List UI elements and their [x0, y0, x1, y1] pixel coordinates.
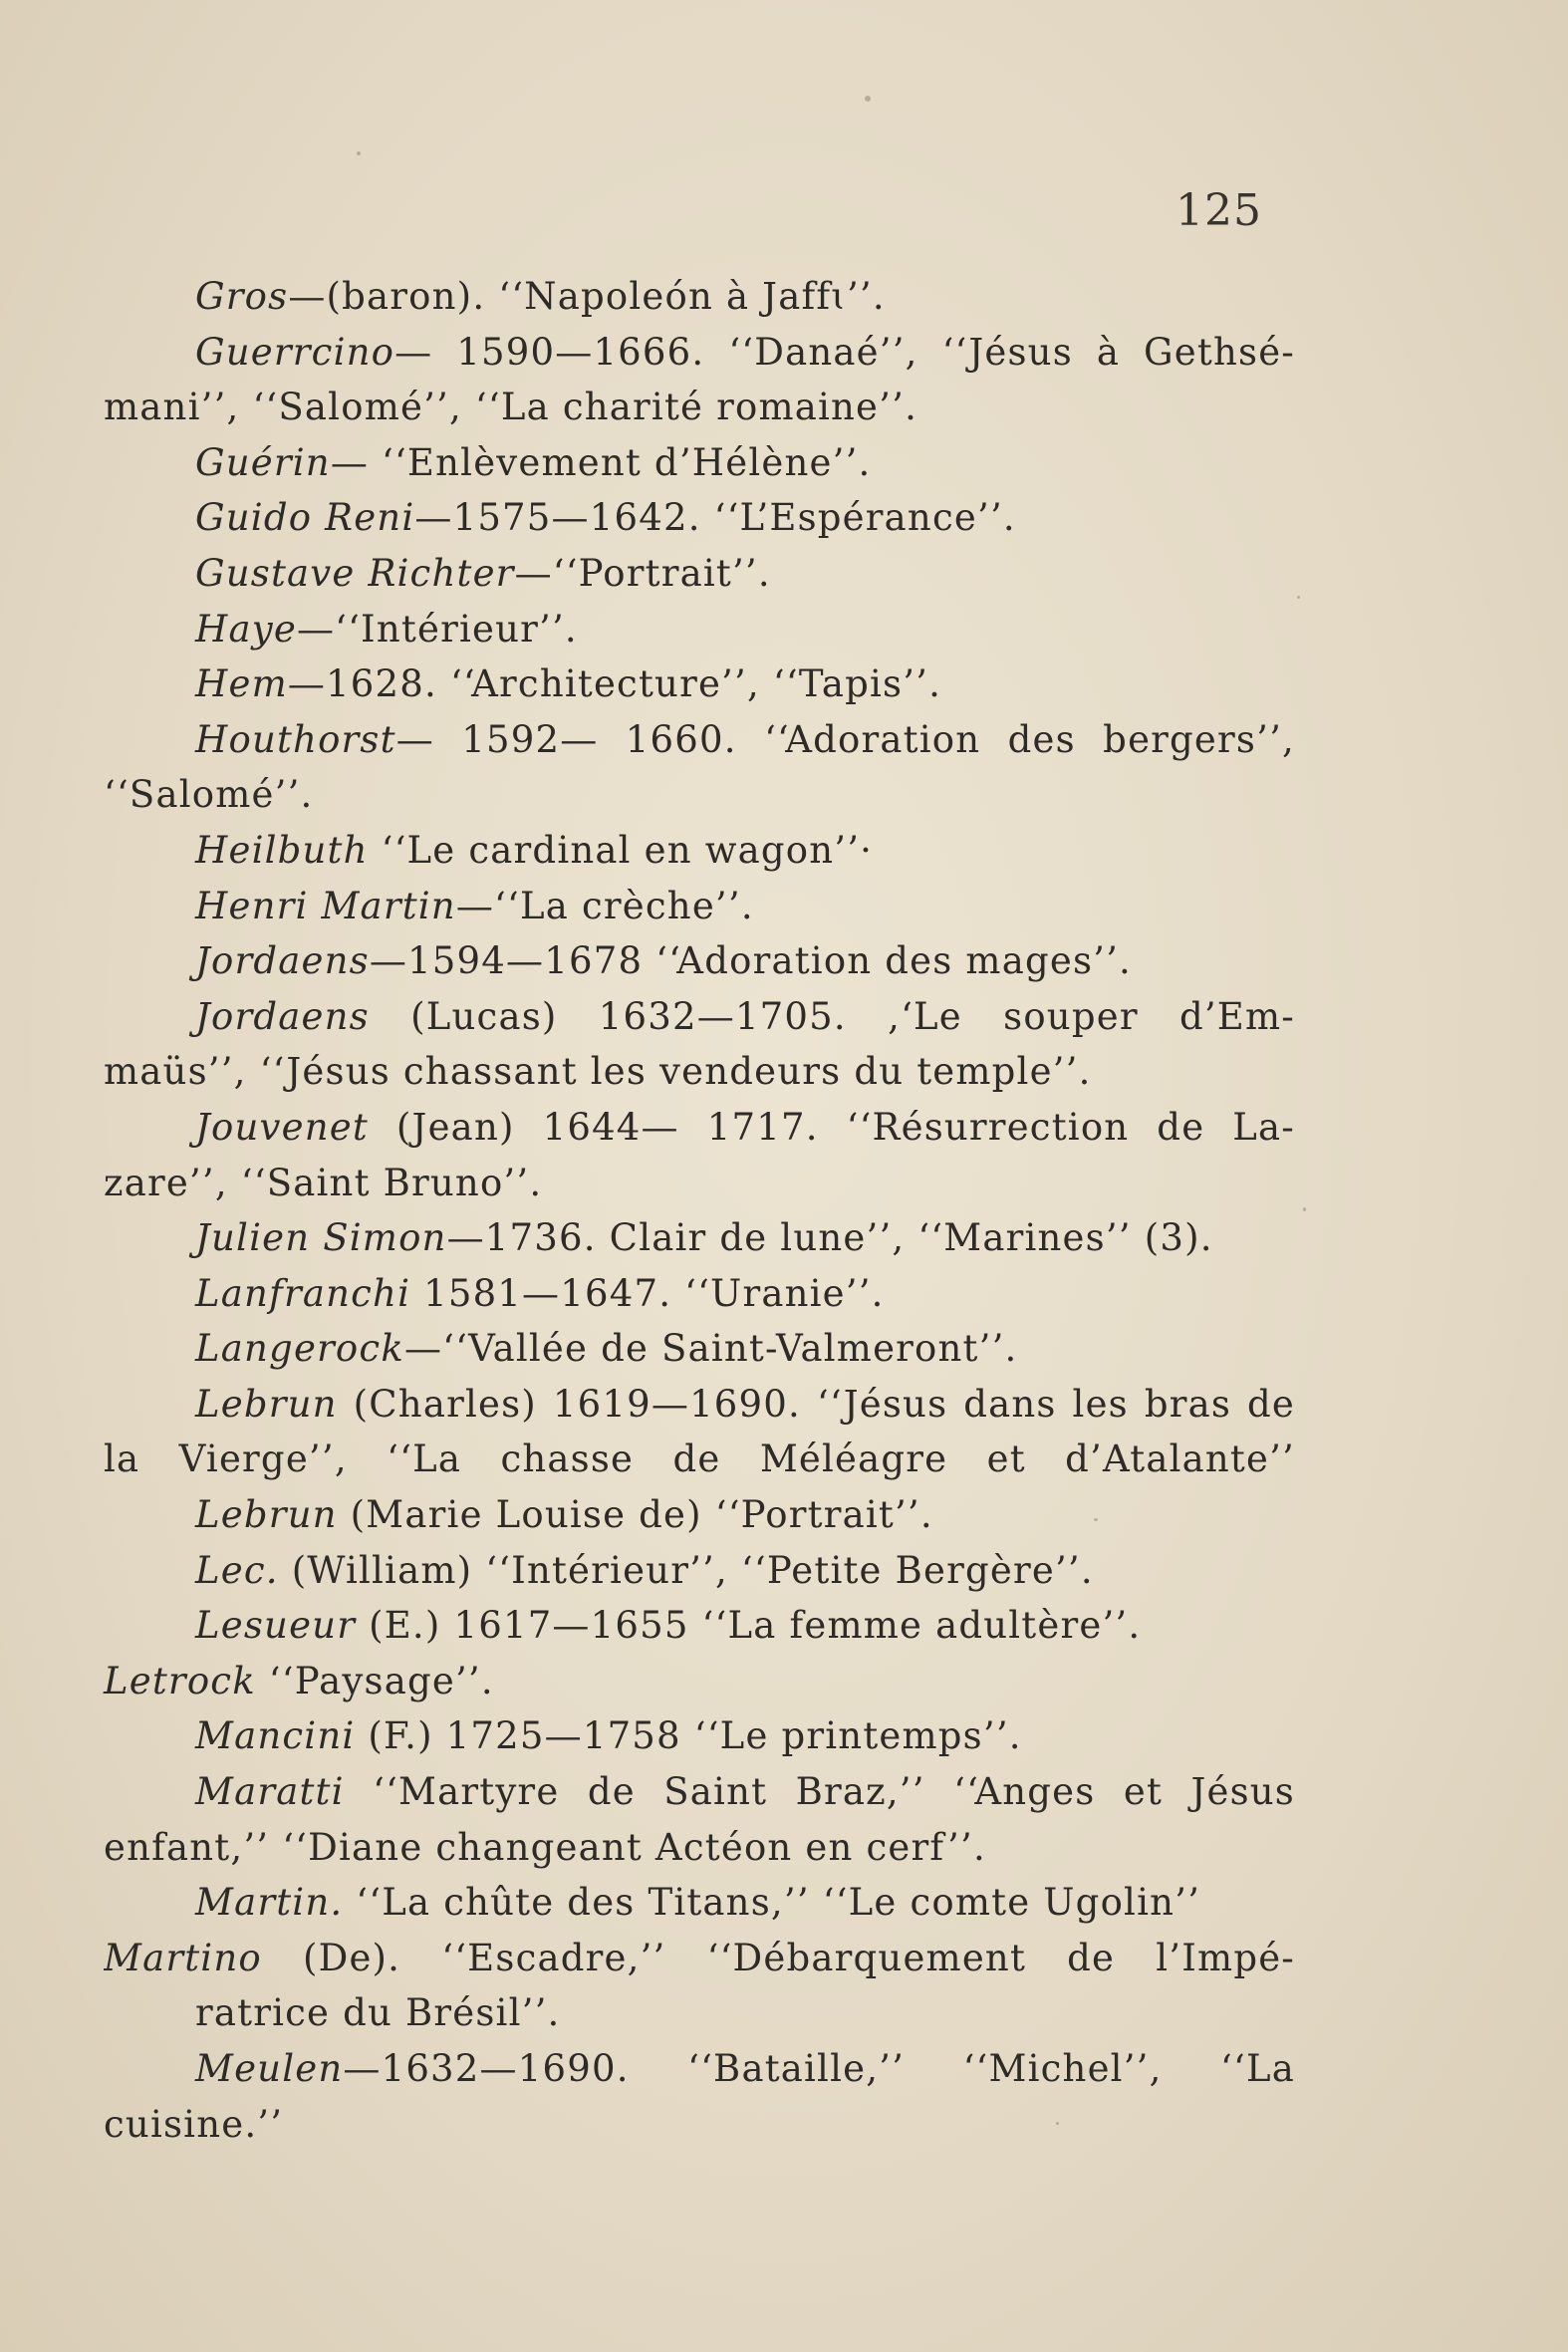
artist-name: Gustave Richter — [195, 551, 515, 595]
text-line — [104, 1543, 1295, 1599]
text-line — [104, 1931, 1295, 1986]
artist-name: Houthorst — [195, 717, 396, 761]
artist-name: Gros — [195, 275, 289, 318]
text-line — [104, 1432, 1295, 1487]
text-line — [104, 325, 1295, 381]
artist-name: Meulen — [195, 2047, 344, 2090]
text-line — [104, 1100, 1295, 1156]
text-line — [104, 2097, 1295, 2153]
text-line — [104, 490, 1295, 546]
text-line — [104, 1044, 1295, 1100]
text-line — [104, 823, 1295, 879]
text-line — [104, 1156, 1295, 1211]
text-line — [104, 2041, 1295, 2097]
artist-name: Guerrcino — [195, 330, 395, 374]
text-line — [104, 1820, 1295, 1876]
entry-text: (William) ‘‘Intérieur’’, ‘‘Petite Bergère’’. — [278, 1548, 1094, 1592]
entry-text: —‘‘Intérieur’’. — [296, 607, 578, 651]
artist-name: Jouvenet — [195, 1105, 369, 1149]
artist-name: Jordaens — [195, 939, 370, 983]
entry-text: cuisine.’’ — [104, 2102, 284, 2146]
artist-name: Heilbuth — [195, 828, 369, 872]
entry-text: mani’’, ‘‘Salomé’’, ‘‘La charité romaine’’. — [104, 386, 918, 429]
entry-text: enfant,’’ ‘‘Diane changeant Actéon en cerf’’. — [104, 1825, 986, 1869]
text-line — [104, 602, 1295, 657]
text-line — [104, 767, 1295, 823]
entry-text: ‘‘Salomé’’. — [104, 773, 314, 817]
artist-name: Langerock — [195, 1327, 404, 1371]
entry-text: zare’’, ‘‘Saint Bruno’’. — [104, 1161, 543, 1204]
artist-name: Julien Simon — [195, 1216, 447, 1260]
artist-name: Martin. — [195, 1881, 344, 1925]
text-line — [104, 1875, 1295, 1931]
entry-text: (F.) 1725—1758 ‘‘Le printemps’’. — [355, 1714, 1022, 1758]
entry-text: —‘‘La crèche’’. — [455, 884, 754, 927]
artist-name: Maratti — [195, 1770, 345, 1814]
entry-text: ‘‘La chûte des Titans,’’ ‘‘Le comte Ugolin’’ — [343, 1881, 1201, 1925]
artist-name: Lec. — [195, 1548, 279, 1592]
text-line — [104, 989, 1295, 1045]
entry-text: ‘‘Martyre de Saint Braz,’’ ‘‘Anges et Jésus — [344, 1770, 1295, 1814]
artist-name: Haye — [195, 607, 297, 651]
entry-text: ‘‘Paysage’’. — [255, 1659, 494, 1702]
artist-name: Guérin — [195, 440, 331, 484]
entry-text: —1575—1642. ‘‘L’Espérance’’. — [414, 496, 1016, 540]
entry-text: (Charles) 1619—1690. ‘‘Jésus dans les bras de — [337, 1382, 1295, 1426]
text-line — [104, 1266, 1295, 1322]
entry-text: — 1592— 1660. ‘‘Adoration des bergers’’, — [395, 717, 1295, 761]
entry-text: (Lucas) 1632—1705. ,‘Le souper d’Em- — [369, 994, 1295, 1038]
text-line — [104, 546, 1295, 602]
text-line — [104, 712, 1295, 768]
artist-name: Lanfranchi — [195, 1271, 411, 1315]
entry-text: —1736. Clair de lune’’, ‘‘Marines’’ (3). — [446, 1216, 1213, 1260]
entry-text: — 1590—1666. ‘‘Danaé’’, ‘‘Jésus à Gethsé- — [394, 330, 1295, 374]
artist-name: Guido Reni — [195, 496, 415, 540]
text-line — [104, 1985, 1295, 2041]
entry-text: ratrice du Brésil’’. — [195, 1991, 561, 2035]
artist-name: Letrock — [104, 1659, 256, 1702]
entry-text: (Marie Louise de) ‘‘Portrait’’. — [337, 1493, 933, 1537]
entry-text: maüs’’, ‘‘Jésus chassant les vendeurs du temple’’. — [104, 1050, 1092, 1094]
entry-text: la Vierge’’, ‘‘La chasse de Méléagre et d’Atalante’’ — [104, 1437, 1295, 1481]
entry-text: (De). ‘‘Escadre,’’ ‘‘Débarquement de l’Impé- — [261, 1936, 1295, 1979]
text-line — [104, 435, 1295, 491]
artist-name: Mancini — [195, 1714, 356, 1758]
entry-text: (Jean) 1644— 1717. ‘‘Résurrection de La- — [368, 1105, 1295, 1149]
text-line — [104, 933, 1295, 989]
text-line — [104, 1321, 1295, 1377]
artist-name: Jordaens — [195, 994, 370, 1038]
text-line — [104, 1598, 1295, 1654]
text-line — [104, 879, 1295, 934]
text-line — [104, 380, 1295, 435]
artist-index-text — [104, 269, 1295, 2152]
entry-text: —1632—1690. ‘‘Bataille,’’ ‘‘Michel’’, ‘‘La — [343, 2047, 1295, 2090]
text-line — [104, 269, 1295, 325]
page-number: 125 — [1176, 185, 1262, 236]
artist-name: Martino — [104, 1936, 262, 1979]
entry-text: 1581—1647. ‘‘Uranie’’. — [410, 1271, 885, 1315]
artist-name: Lesueur — [195, 1604, 357, 1648]
entry-text: — ‘‘Enlèvement d’Hélène’’. — [330, 440, 872, 484]
entry-text: ‘‘Le cardinal en wagon’’· — [368, 828, 874, 872]
entry-text: —‘‘Portrait’’. — [514, 551, 771, 595]
text-line — [104, 656, 1295, 712]
text-line — [104, 1377, 1295, 1433]
entry-text: —‘‘Vallée de Saint-Valmeront’’. — [403, 1327, 1018, 1371]
entry-text: —1628. ‘‘Architecture’’, ‘‘Tapis’’. — [287, 662, 942, 706]
entry-text: —(baron). ‘‘Napoleón à Jaffɩ’’. — [288, 275, 886, 318]
artist-name: Lebrun — [195, 1493, 338, 1537]
artist-name: Lebrun — [195, 1382, 338, 1426]
entry-text: (E.) 1617—1655 ‘‘La femme adultère’’. — [356, 1604, 1142, 1648]
text-line — [104, 1210, 1295, 1266]
text-line — [104, 1487, 1295, 1543]
text-line — [104, 1708, 1295, 1764]
entry-text: —1594—1678 ‘‘Adoration des mages’’. — [369, 939, 1133, 983]
artist-name: Henri Martin — [195, 884, 456, 927]
text-line — [104, 1654, 1295, 1709]
artist-name: Hem — [195, 662, 288, 706]
text-line — [104, 1764, 1295, 1820]
